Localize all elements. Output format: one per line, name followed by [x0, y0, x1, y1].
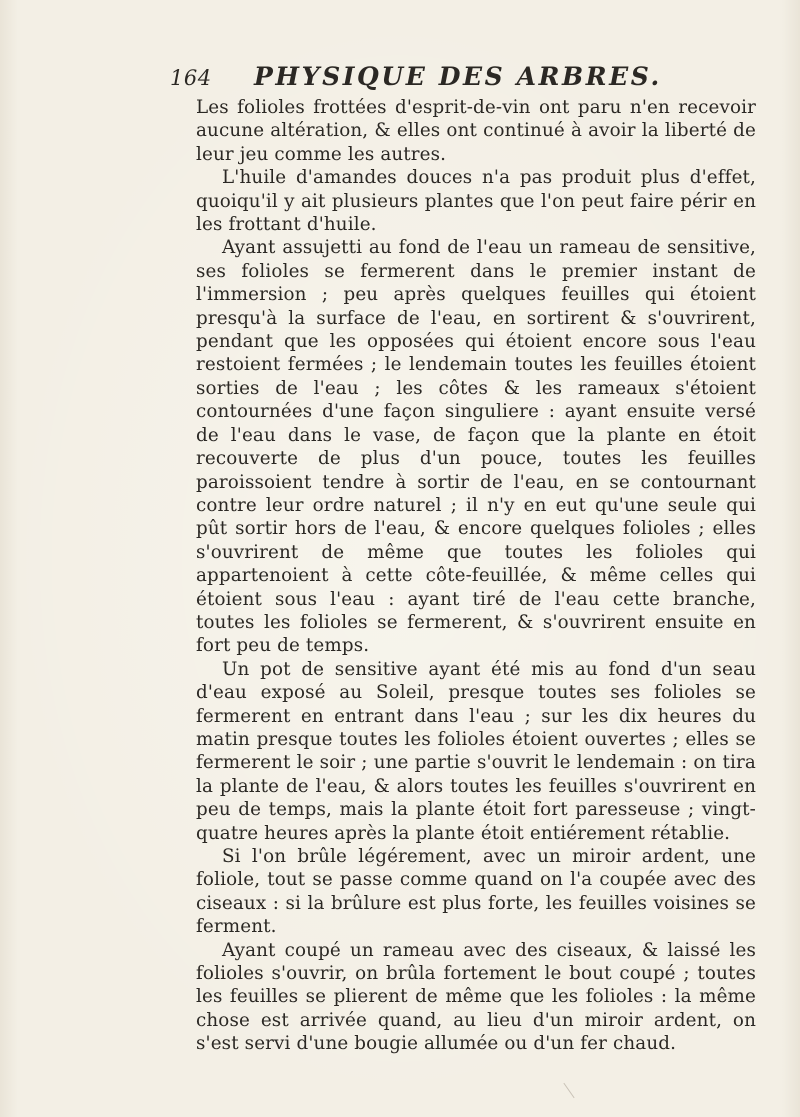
paragraph: L'huile d'amandes douces n'a pas produit plus d'effet, quoiqu'il y ait plusieurs plantes que l'on peut faire périr en les frottant d'huile.	[196, 167, 756, 236]
body-text	[196, 96, 756, 1056]
paper-blemish	[563, 1083, 574, 1098]
page-header	[170, 58, 750, 94]
paragraph: Si l'on brûle légérement, avec un miroir ardent, une foliole, tout se passe comme quand on l'a coupée avec des ciseaux : si la brûlure est plus forte, les feuilles voisines se ferment.	[196, 846, 756, 938]
running-title: PHYSIQUE DES ARBRES.	[254, 62, 662, 91]
paragraph: Ayant assujetti au fond de l'eau un rameau de sensitive, ses folioles se fermerent dans le premier instant de l'immersion ; peu après quelques feuilles qui étoient presqu'à la surface de l'eau, en sortirent & s'ouvrirent, pendant que les opposées qui étoient encore sous l'eau restoient fermées ; le lendemain toutes les feuilles étoient sorties de l'eau ; les côtes & les rameaux s'étoient contournées d'une façon singuliere : ayant ensuite versé de l'eau dans le vase, de façon que la plante en étoit recouverte de plus d'un pouce, toutes les feuilles paroissoient tendre à sortir de l'eau, en se contournant contre leur ordre naturel ; il n'y en eut qu'une seule qui pût sortir hors de l'eau, & encore quelques folioles ; elles s'ouvrirent de même que toutes les folioles qui appartenoient à cette côte-feuillée, & même celles qui étoient sous l'eau : ayant tiré de l'eau cette branche, toutes les folioles se fermerent, & s'ouvrirent ensuite en fort peu de temps.	[196, 237, 756, 657]
page-number: 164	[170, 66, 212, 90]
paragraph: Les folioles frottées d'esprit-de-vin ont paru n'en recevoir aucune altération, & elles ont continué à avoir la liberté de leur jeu comme les autres.	[196, 97, 756, 165]
paragraph: Un pot de sensitive ayant été mis au fond d'un seau d'eau exposé au Soleil, presque toutes ses folioles se fermerent en entrant dans l'eau ; sur les dix heures du matin presque toutes les folioles étoient ouvertes ; elles se fermerent le soir ; une partie s'ouvrit le lendemain : on tira la plante de l'eau, & alors toutes les feuilles s'ouvrirent en peu de temps, mais la plante étoit fort paresseuse ; vingt-quatre heures après la plante étoit entiérement rétablie.	[196, 658, 756, 844]
paragraph: Ayant coupé un rameau avec des ciseaux, & laissé les folioles s'ouvrir, on brûla fortement le bout coupé ; toutes les feuilles se plierent de même que les folioles : la même chose est arrivée quand, au lieu d'un miroir ardent, on s'est servi d'une bougie allumée ou d'un fer chaud.	[196, 939, 756, 1055]
